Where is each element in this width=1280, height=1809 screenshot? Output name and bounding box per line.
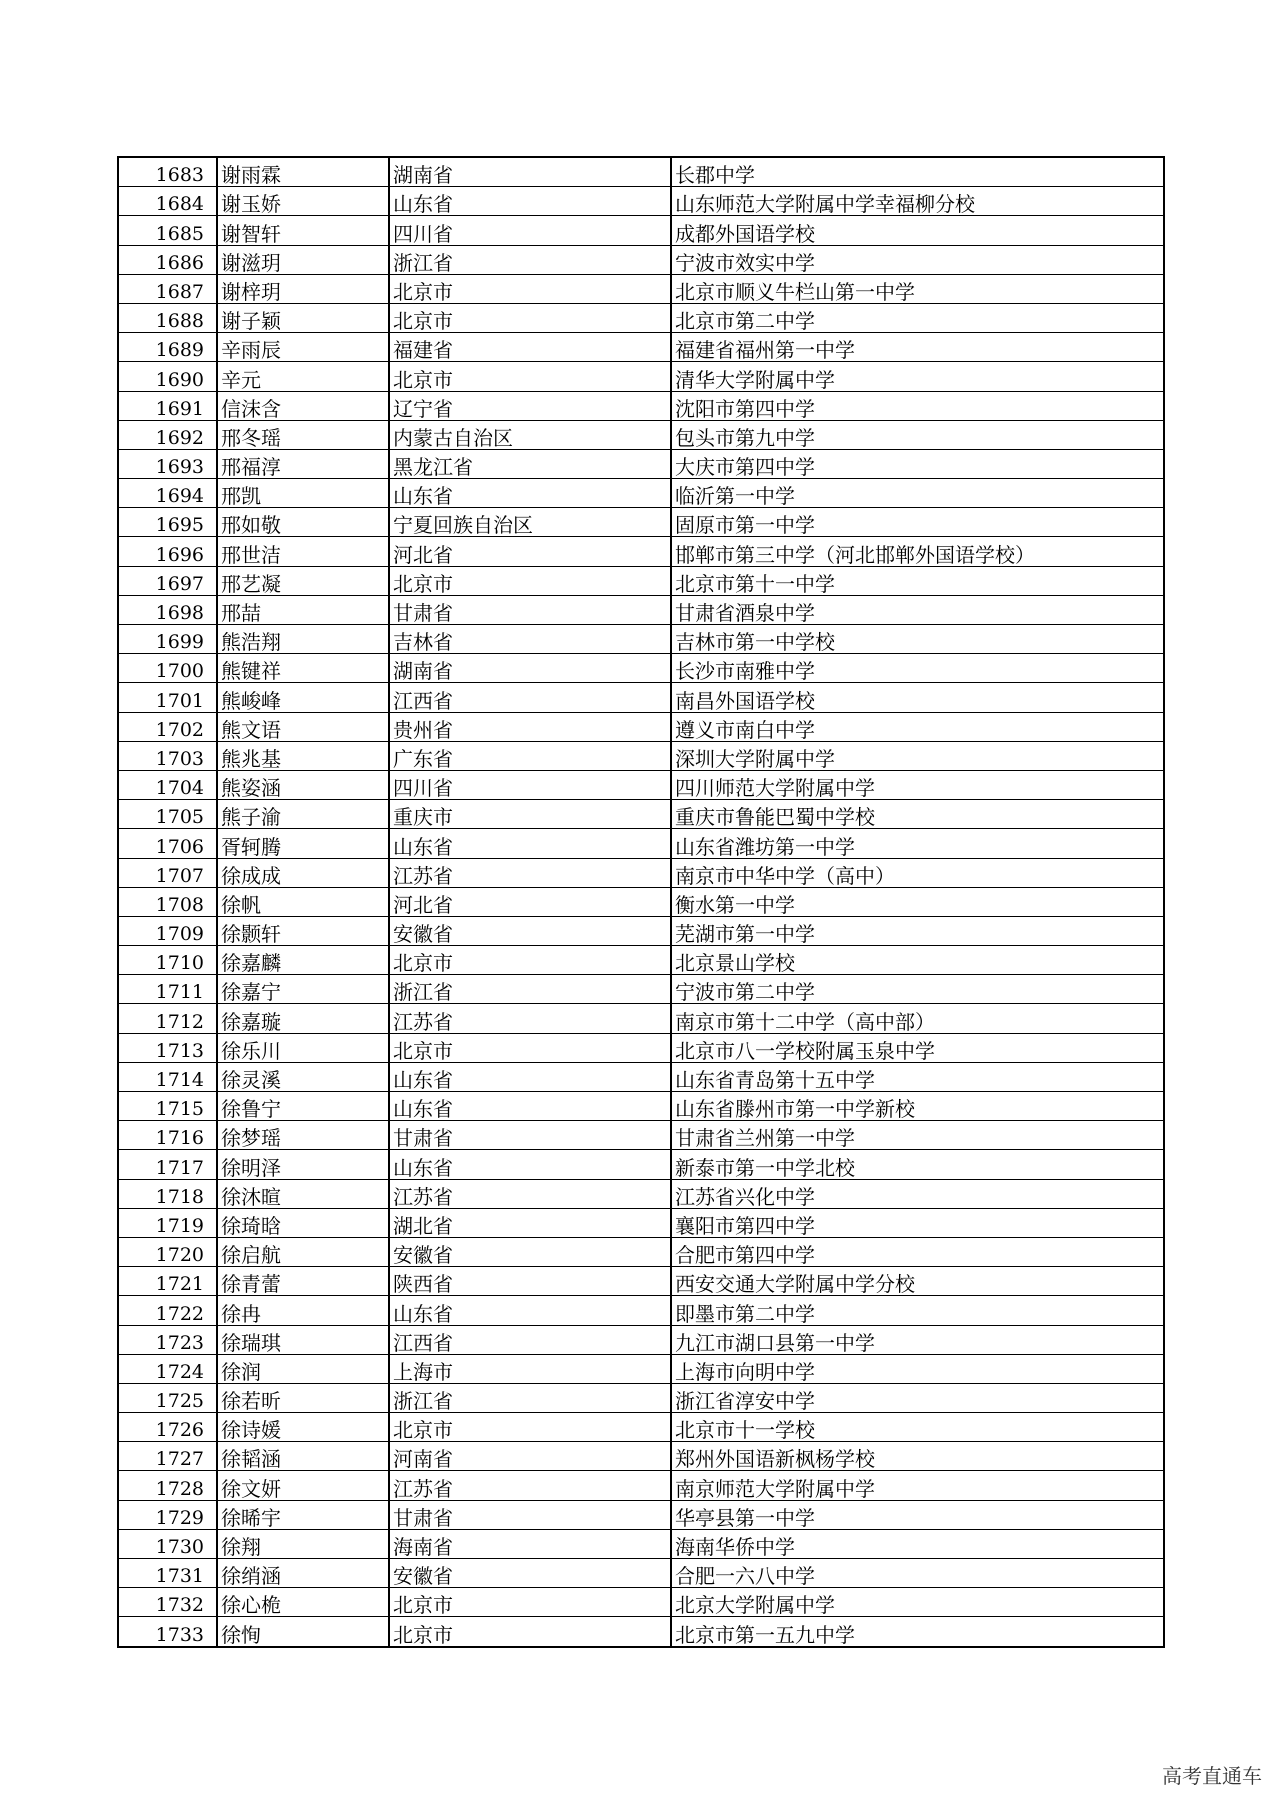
province-cell: 浙江省 xyxy=(389,245,671,274)
student-name: 徐诗媛 xyxy=(217,1413,389,1442)
school-cell: 吉林市第一中学校 xyxy=(671,625,1164,654)
school-cell: 南京市中华中学（高中） xyxy=(671,858,1164,887)
row-number: 1711 xyxy=(118,975,217,1004)
school-cell: 宁波市效实中学 xyxy=(671,245,1164,274)
row-number: 1710 xyxy=(118,946,217,975)
province-cell: 北京市 xyxy=(389,1588,671,1617)
row-number: 1688 xyxy=(118,303,217,332)
student-name: 邢如敬 xyxy=(217,508,389,537)
row-number: 1729 xyxy=(118,1500,217,1529)
table-row xyxy=(118,1004,1164,1033)
row-number: 1700 xyxy=(118,654,217,683)
student-name: 谢滋玥 xyxy=(217,245,389,274)
table-row xyxy=(118,1179,1164,1208)
student-name: 熊子渝 xyxy=(217,800,389,829)
province-cell: 山东省 xyxy=(389,1150,671,1179)
table-row xyxy=(118,1267,1164,1296)
table-row xyxy=(118,829,1164,858)
school-cell: 清华大学附属中学 xyxy=(671,362,1164,391)
school-cell: 山东省青岛第十五中学 xyxy=(671,1062,1164,1091)
province-cell: 北京市 xyxy=(389,1413,671,1442)
row-number: 1684 xyxy=(118,187,217,216)
school-cell: 上海市向明中学 xyxy=(671,1354,1164,1383)
school-cell: 成都外国语学校 xyxy=(671,216,1164,245)
row-number: 1707 xyxy=(118,858,217,887)
student-name: 徐鲁宁 xyxy=(217,1092,389,1121)
school-cell: 北京市八一学校附属玉泉中学 xyxy=(671,1033,1164,1062)
student-name: 徐文妍 xyxy=(217,1471,389,1500)
row-number: 1690 xyxy=(118,362,217,391)
table-row xyxy=(118,187,1164,216)
school-cell: 山东省滕州市第一中学新校 xyxy=(671,1092,1164,1121)
school-cell: 山东师范大学附属中学幸福柳分校 xyxy=(671,187,1164,216)
school-cell: 大庆市第四中学 xyxy=(671,449,1164,478)
row-number: 1727 xyxy=(118,1442,217,1471)
table-row xyxy=(118,654,1164,683)
student-name: 胥轲腾 xyxy=(217,829,389,858)
table-row xyxy=(118,420,1164,449)
province-cell: 安徽省 xyxy=(389,1559,671,1588)
table-row xyxy=(118,1500,1164,1529)
table-row xyxy=(118,245,1164,274)
table-row xyxy=(118,216,1164,245)
province-cell: 甘肃省 xyxy=(389,595,671,624)
row-number: 1718 xyxy=(118,1179,217,1208)
school-cell: 芜湖市第一中学 xyxy=(671,916,1164,945)
row-number: 1696 xyxy=(118,537,217,566)
student-name: 徐晞宇 xyxy=(217,1500,389,1529)
province-cell: 四川省 xyxy=(389,216,671,245)
school-cell: 衡水第一中学 xyxy=(671,887,1164,916)
row-number: 1704 xyxy=(118,770,217,799)
province-cell: 江西省 xyxy=(389,1325,671,1354)
row-number: 1689 xyxy=(118,333,217,362)
row-number: 1730 xyxy=(118,1529,217,1558)
student-name: 徐若昕 xyxy=(217,1383,389,1412)
table-row xyxy=(118,770,1164,799)
row-number: 1716 xyxy=(118,1121,217,1150)
row-number: 1715 xyxy=(118,1092,217,1121)
table-row xyxy=(118,946,1164,975)
school-cell: 郑州外国语新枫杨学校 xyxy=(671,1442,1164,1471)
province-cell: 北京市 xyxy=(389,362,671,391)
table-row xyxy=(118,1383,1164,1412)
province-cell: 江苏省 xyxy=(389,858,671,887)
row-number: 1713 xyxy=(118,1033,217,1062)
province-cell: 山东省 xyxy=(389,1062,671,1091)
student-name: 熊峻峰 xyxy=(217,683,389,712)
school-cell: 合肥一六八中学 xyxy=(671,1559,1164,1588)
province-cell: 北京市 xyxy=(389,946,671,975)
province-cell: 北京市 xyxy=(389,1033,671,1062)
table-row xyxy=(118,858,1164,887)
student-name: 徐明泽 xyxy=(217,1150,389,1179)
province-cell: 浙江省 xyxy=(389,1383,671,1412)
student-name: 徐沐暄 xyxy=(217,1179,389,1208)
row-number: 1703 xyxy=(118,741,217,770)
student-name: 徐翔 xyxy=(217,1529,389,1558)
table-row xyxy=(118,508,1164,537)
school-cell: 新泰市第一中学北校 xyxy=(671,1150,1164,1179)
school-cell: 沈阳市第四中学 xyxy=(671,391,1164,420)
province-cell: 河北省 xyxy=(389,887,671,916)
roster-table xyxy=(117,156,1165,1648)
table-row xyxy=(118,625,1164,654)
province-cell: 浙江省 xyxy=(389,975,671,1004)
table-row xyxy=(118,391,1164,420)
row-number: 1724 xyxy=(118,1354,217,1383)
student-name: 谢梓玥 xyxy=(217,274,389,303)
table-row xyxy=(118,683,1164,712)
table-row xyxy=(118,1150,1164,1179)
row-number: 1683 xyxy=(118,157,217,187)
school-cell: 即墨市第二中学 xyxy=(671,1296,1164,1325)
school-cell: 北京大学附属中学 xyxy=(671,1588,1164,1617)
student-name: 徐心桅 xyxy=(217,1588,389,1617)
table-row xyxy=(118,1559,1164,1588)
province-cell: 山东省 xyxy=(389,479,671,508)
row-number: 1685 xyxy=(118,216,217,245)
school-cell: 华亭县第一中学 xyxy=(671,1500,1164,1529)
table-row xyxy=(118,1325,1164,1354)
school-cell: 北京市十一学校 xyxy=(671,1413,1164,1442)
table-row xyxy=(118,595,1164,624)
row-number: 1719 xyxy=(118,1208,217,1237)
student-name: 谢雨霖 xyxy=(217,157,389,187)
student-name: 徐启航 xyxy=(217,1237,389,1266)
school-cell: 南京市第十二中学（高中部） xyxy=(671,1004,1164,1033)
student-name: 徐瑞琪 xyxy=(217,1325,389,1354)
row-number: 1691 xyxy=(118,391,217,420)
school-cell: 深圳大学附属中学 xyxy=(671,741,1164,770)
student-name: 熊姿涵 xyxy=(217,770,389,799)
table-row xyxy=(118,537,1164,566)
student-name: 徐乐川 xyxy=(217,1033,389,1062)
province-cell: 江西省 xyxy=(389,683,671,712)
school-cell: 北京市顺义牛栏山第一中学 xyxy=(671,274,1164,303)
school-cell: 西安交通大学附属中学分校 xyxy=(671,1267,1164,1296)
table-row xyxy=(118,303,1164,332)
province-cell: 湖北省 xyxy=(389,1208,671,1237)
row-number: 1722 xyxy=(118,1296,217,1325)
table-row xyxy=(118,362,1164,391)
province-cell: 吉林省 xyxy=(389,625,671,654)
table-row xyxy=(118,1033,1164,1062)
row-number: 1731 xyxy=(118,1559,217,1588)
row-number: 1697 xyxy=(118,566,217,595)
student-name: 徐嘉璇 xyxy=(217,1004,389,1033)
province-cell: 宁夏回族自治区 xyxy=(389,508,671,537)
row-number: 1717 xyxy=(118,1150,217,1179)
row-number: 1726 xyxy=(118,1413,217,1442)
row-number: 1714 xyxy=(118,1062,217,1091)
student-name: 徐琦晗 xyxy=(217,1208,389,1237)
school-cell: 甘肃省酒泉中学 xyxy=(671,595,1164,624)
school-cell: 福建省福州第一中学 xyxy=(671,333,1164,362)
school-cell: 山东省潍坊第一中学 xyxy=(671,829,1164,858)
student-name: 徐润 xyxy=(217,1354,389,1383)
province-cell: 河南省 xyxy=(389,1442,671,1471)
province-cell: 河北省 xyxy=(389,537,671,566)
province-cell: 江苏省 xyxy=(389,1179,671,1208)
table-row xyxy=(118,333,1164,362)
province-cell: 辽宁省 xyxy=(389,391,671,420)
student-name: 徐韬涵 xyxy=(217,1442,389,1471)
table-row xyxy=(118,712,1164,741)
student-name: 邢艺凝 xyxy=(217,566,389,595)
student-name: 徐成成 xyxy=(217,858,389,887)
province-cell: 山东省 xyxy=(389,187,671,216)
row-number: 1693 xyxy=(118,449,217,478)
table-row xyxy=(118,1092,1164,1121)
student-name: 邢凯 xyxy=(217,479,389,508)
province-cell: 广东省 xyxy=(389,741,671,770)
table-row xyxy=(118,274,1164,303)
table-row xyxy=(118,1354,1164,1383)
row-number: 1720 xyxy=(118,1237,217,1266)
school-cell: 邯郸市第三中学（河北邯郸外国语学校） xyxy=(671,537,1164,566)
province-cell: 陕西省 xyxy=(389,1267,671,1296)
school-cell: 长沙市南雅中学 xyxy=(671,654,1164,683)
student-name: 熊兆基 xyxy=(217,741,389,770)
student-name: 徐梦瑶 xyxy=(217,1121,389,1150)
school-cell: 九江市湖口县第一中学 xyxy=(671,1325,1164,1354)
table-row xyxy=(118,975,1164,1004)
school-cell: 北京景山学校 xyxy=(671,946,1164,975)
school-cell: 北京市第二中学 xyxy=(671,303,1164,332)
province-cell: 四川省 xyxy=(389,770,671,799)
province-cell: 江苏省 xyxy=(389,1004,671,1033)
student-name: 信沫含 xyxy=(217,391,389,420)
school-cell: 长郡中学 xyxy=(671,157,1164,187)
province-cell: 安徽省 xyxy=(389,1237,671,1266)
school-cell: 甘肃省兰州第一中学 xyxy=(671,1121,1164,1150)
watermark-text: 高考直通车 xyxy=(1162,1764,1262,1788)
school-cell: 襄阳市第四中学 xyxy=(671,1208,1164,1237)
table-row xyxy=(118,1588,1164,1617)
province-cell: 北京市 xyxy=(389,274,671,303)
table-row xyxy=(118,1208,1164,1237)
row-number: 1708 xyxy=(118,887,217,916)
table-row xyxy=(118,887,1164,916)
province-cell: 北京市 xyxy=(389,303,671,332)
table-row xyxy=(118,566,1164,595)
row-number: 1687 xyxy=(118,274,217,303)
province-cell: 黑龙江省 xyxy=(389,449,671,478)
student-name: 谢玉娇 xyxy=(217,187,389,216)
school-cell: 四川师范大学附属中学 xyxy=(671,770,1164,799)
roster-body xyxy=(118,157,1164,1647)
province-cell: 北京市 xyxy=(389,1617,671,1647)
student-name: 徐冉 xyxy=(217,1296,389,1325)
row-number: 1695 xyxy=(118,508,217,537)
row-number: 1705 xyxy=(118,800,217,829)
student-name: 熊文语 xyxy=(217,712,389,741)
school-cell: 南京师范大学附属中学 xyxy=(671,1471,1164,1500)
province-cell: 北京市 xyxy=(389,566,671,595)
school-cell: 遵义市南白中学 xyxy=(671,712,1164,741)
school-cell: 包头市第九中学 xyxy=(671,420,1164,449)
school-cell: 江苏省兴化中学 xyxy=(671,1179,1164,1208)
province-cell: 湖南省 xyxy=(389,654,671,683)
table-row xyxy=(118,741,1164,770)
province-cell: 山东省 xyxy=(389,829,671,858)
row-number: 1686 xyxy=(118,245,217,274)
province-cell: 安徽省 xyxy=(389,916,671,945)
school-cell: 南昌外国语学校 xyxy=(671,683,1164,712)
table-row xyxy=(118,1529,1164,1558)
student-name: 徐帆 xyxy=(217,887,389,916)
row-number: 1728 xyxy=(118,1471,217,1500)
table-row xyxy=(118,916,1164,945)
student-name: 徐绡涵 xyxy=(217,1559,389,1588)
table-row xyxy=(118,479,1164,508)
table-row xyxy=(118,157,1164,187)
province-cell: 甘肃省 xyxy=(389,1121,671,1150)
row-number: 1712 xyxy=(118,1004,217,1033)
province-cell: 山东省 xyxy=(389,1296,671,1325)
province-cell: 江苏省 xyxy=(389,1471,671,1500)
student-name: 邢福淳 xyxy=(217,449,389,478)
province-cell: 重庆市 xyxy=(389,800,671,829)
row-number: 1694 xyxy=(118,479,217,508)
school-cell: 海南华侨中学 xyxy=(671,1529,1164,1558)
school-cell: 宁波市第二中学 xyxy=(671,975,1164,1004)
row-number: 1709 xyxy=(118,916,217,945)
province-cell: 上海市 xyxy=(389,1354,671,1383)
student-name: 谢子颖 xyxy=(217,303,389,332)
school-cell: 北京市第十一中学 xyxy=(671,566,1164,595)
row-number: 1733 xyxy=(118,1617,217,1647)
row-number: 1701 xyxy=(118,683,217,712)
student-name: 邢冬瑶 xyxy=(217,420,389,449)
student-name: 徐嘉麟 xyxy=(217,946,389,975)
province-cell: 甘肃省 xyxy=(389,1500,671,1529)
table-row xyxy=(118,800,1164,829)
province-cell: 贵州省 xyxy=(389,712,671,741)
school-cell: 北京市第一五九中学 xyxy=(671,1617,1164,1647)
student-name: 徐嘉宁 xyxy=(217,975,389,1004)
student-name: 熊浩翔 xyxy=(217,625,389,654)
table-row xyxy=(118,1062,1164,1091)
school-cell: 临沂第一中学 xyxy=(671,479,1164,508)
province-cell: 福建省 xyxy=(389,333,671,362)
student-name: 徐颢轩 xyxy=(217,916,389,945)
school-cell: 重庆市鲁能巴蜀中学校 xyxy=(671,800,1164,829)
student-name: 徐灵溪 xyxy=(217,1062,389,1091)
school-cell: 合肥市第四中学 xyxy=(671,1237,1164,1266)
table-row xyxy=(118,1442,1164,1471)
row-number: 1721 xyxy=(118,1267,217,1296)
row-number: 1692 xyxy=(118,420,217,449)
row-number: 1706 xyxy=(118,829,217,858)
student-name: 辛雨辰 xyxy=(217,333,389,362)
student-name: 熊键祥 xyxy=(217,654,389,683)
row-number: 1698 xyxy=(118,595,217,624)
table-row xyxy=(118,1617,1164,1647)
row-number: 1702 xyxy=(118,712,217,741)
school-cell: 固原市第一中学 xyxy=(671,508,1164,537)
table-row xyxy=(118,1296,1164,1325)
table-row xyxy=(118,449,1164,478)
table-row xyxy=(118,1471,1164,1500)
row-number: 1732 xyxy=(118,1588,217,1617)
school-cell: 浙江省淳安中学 xyxy=(671,1383,1164,1412)
table-row xyxy=(118,1413,1164,1442)
row-number: 1699 xyxy=(118,625,217,654)
row-number: 1723 xyxy=(118,1325,217,1354)
student-name: 邢世洁 xyxy=(217,537,389,566)
student-name: 徐恂 xyxy=(217,1617,389,1647)
student-name: 徐青蕾 xyxy=(217,1267,389,1296)
student-name: 辛元 xyxy=(217,362,389,391)
province-cell: 湖南省 xyxy=(389,157,671,187)
province-cell: 山东省 xyxy=(389,1092,671,1121)
table-row xyxy=(118,1237,1164,1266)
province-cell: 海南省 xyxy=(389,1529,671,1558)
row-number: 1725 xyxy=(118,1383,217,1412)
student-name: 谢智轩 xyxy=(217,216,389,245)
province-cell: 内蒙古自治区 xyxy=(389,420,671,449)
student-name: 邢喆 xyxy=(217,595,389,624)
table-row xyxy=(118,1121,1164,1150)
